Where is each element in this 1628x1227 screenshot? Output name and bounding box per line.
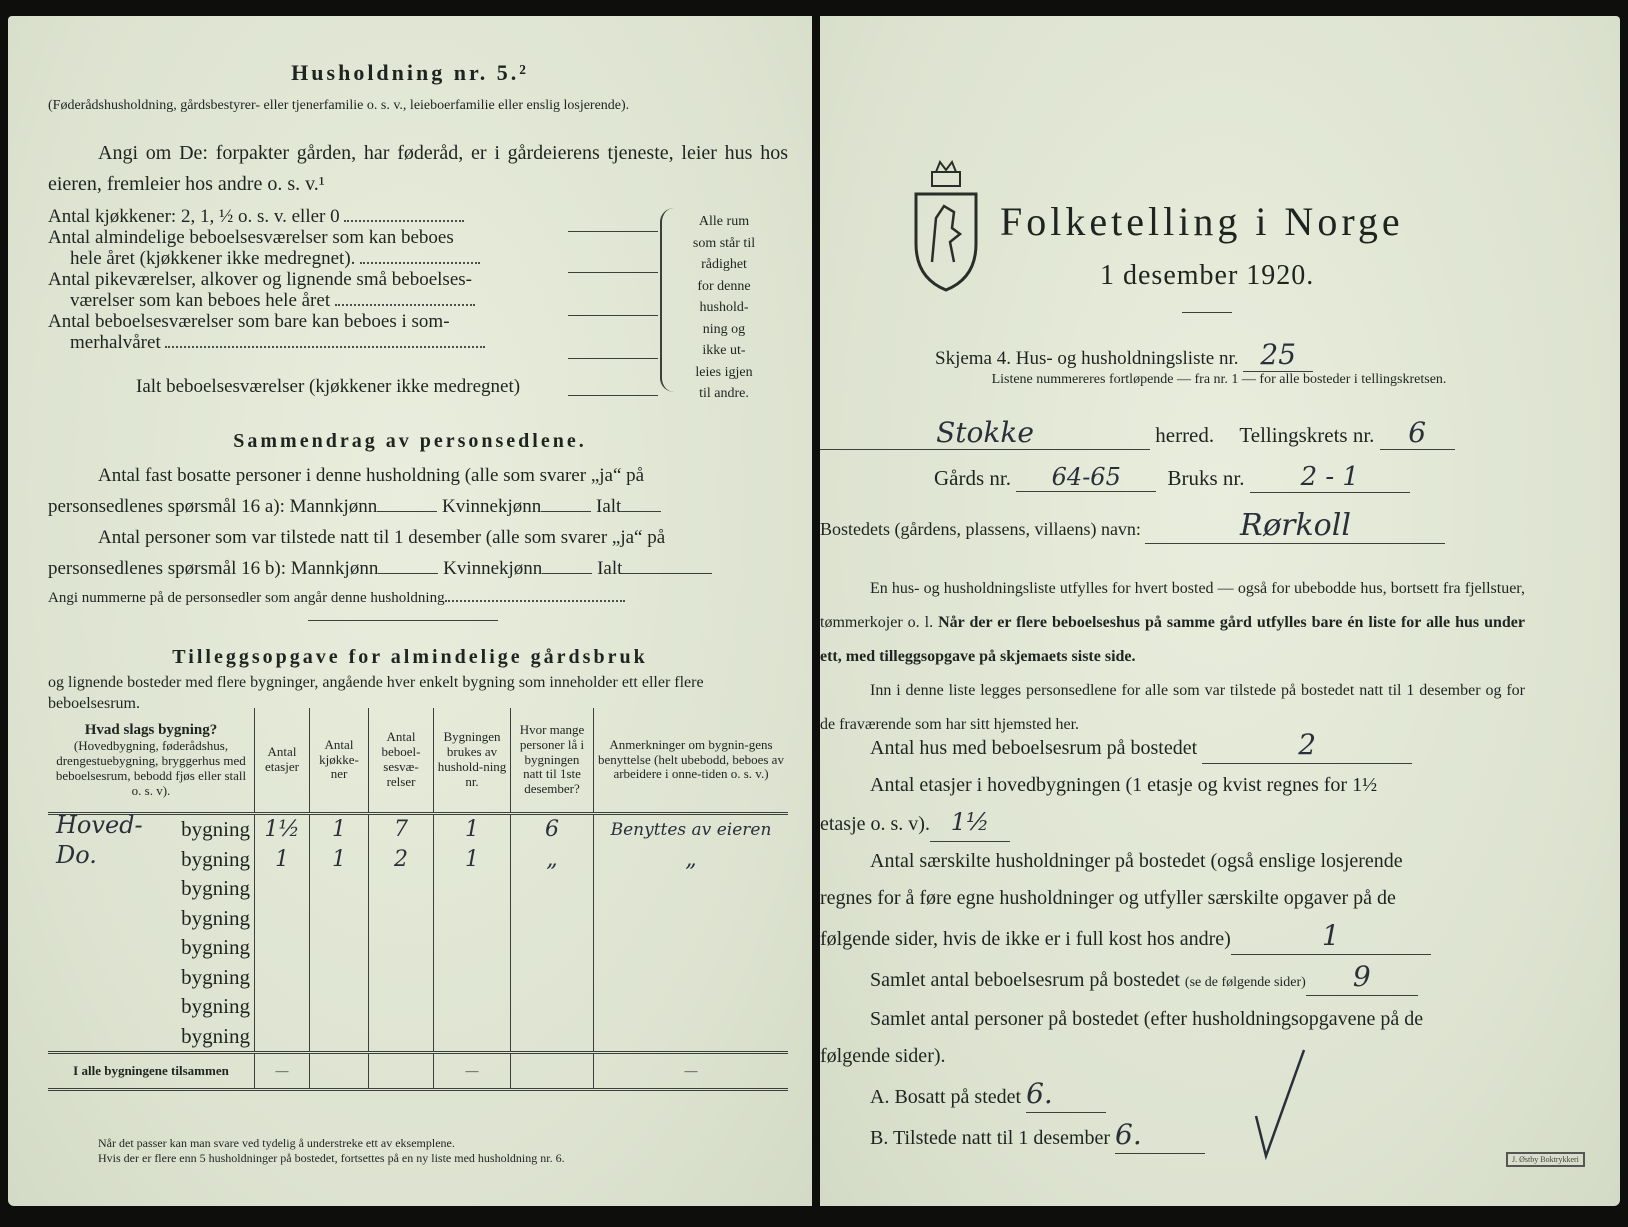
- census-title: Folketelling i Norge: [1000, 199, 1404, 244]
- q-rooms-label: Samlet antal beboelsesrum på bostedet: [870, 969, 1180, 991]
- instr1: En hus- og husholdningsliste utfylles for hvert bosted — også for ubebodde hus, bortsett fra fjellstuer, tømmerkojer o. l.: [820, 580, 1525, 631]
- q-households-label-b: regnes for å føre egne husholdninger og utfyller særskilte opgaver på de: [820, 887, 1396, 909]
- krets-value: 6: [1380, 416, 1455, 450]
- row-label: bygning: [181, 817, 250, 842]
- note-line: for denne: [697, 278, 751, 294]
- summary-p1a: Antal fast bosatte personer i denne husholdning (alle som svarer „ja“ på: [98, 465, 645, 486]
- rooms-line4a: Antal beboelsesværelser som bare kan beboes i som-: [48, 311, 450, 332]
- q-floors-value: 1½: [930, 804, 1010, 842]
- gards-value: 64-65: [1016, 463, 1156, 492]
- col-floors: Antal etasjer: [255, 708, 310, 814]
- col-remarks: Anmerkninger om bygnin-gens benyttelse (helt ubebodd, beboes av arbeidere i onne-tiden o. s. v.): [594, 708, 789, 814]
- farm-title: Tilleggsopgave for almindelige gårdsbruk: [172, 646, 648, 668]
- total-cell: —: [434, 1053, 511, 1090]
- row-prefix: Hoved-: [56, 811, 143, 840]
- right-page: [820, 16, 1620, 1206]
- instructions-2: Inn i denne liste legges personsedlene for alle som var tilstede på bostedet natt til 1 desember og for de fraværende som har sitt hjemsted her.: [820, 682, 1525, 733]
- cell-household: 1: [434, 845, 511, 875]
- col-kitchens: Antal kjøkke-ner: [310, 708, 369, 814]
- gards-line: [934, 462, 1410, 493]
- q-houses-value: 2: [1202, 726, 1412, 764]
- kvinne-label: Kvinnekjønn: [442, 496, 542, 517]
- row-label: bygning: [181, 876, 250, 901]
- note-line: til andre.: [699, 386, 749, 401]
- schema-number: 25: [1243, 338, 1313, 372]
- rooms-answer-lines: [568, 212, 658, 394]
- cell-rooms: 2: [369, 845, 434, 875]
- total-cell: [310, 1053, 369, 1090]
- table-row: [48, 845, 788, 875]
- row-label: bygning: [181, 964, 250, 989]
- rooms-side-note: [674, 211, 774, 405]
- q-rooms-value: 9: [1306, 958, 1418, 996]
- rooms-line3b: værelser som kan beboes hele året: [70, 290, 331, 311]
- q-houses-label: Antal hus med beboelsesrum på bostedet: [870, 737, 1198, 759]
- q-resident-label: A. Bosatt på stedet: [870, 1086, 1022, 1108]
- household-title: Husholdning nr. 5.²: [291, 60, 529, 85]
- schema-label: Skjema 4. Hus- og husholdningsliste nr.: [935, 348, 1239, 369]
- table-row: [48, 874, 788, 904]
- col-household: Bygningen brukes av hushold-ning nr.: [434, 708, 511, 814]
- col-building-type: Hvad slags bygning? (Hovedbygning, føderådshus, drengestuebygning, bryggerhus med beboelsesrum, bebodd fjøs eller stall o. s. v).: [55, 721, 247, 798]
- note-line: rådighet: [701, 257, 747, 272]
- nummerne-label: Angi nummerne på de personsedler som angår denne husholdning: [48, 590, 445, 606]
- census-date: 1 desember 1920.: [1100, 260, 1315, 291]
- cell-remarks: Benyttes av eieren: [594, 814, 789, 845]
- q-households-label-c: følgende sider, hvis de ikke er i full kost hos andre): [820, 928, 1231, 950]
- table-row: [48, 992, 788, 1022]
- household-question: Angi om De: forpakter gården, har føderåd, er i gårdeierens tjeneste, leier hus hos eieren, fremleier hos andre o. s. v.¹: [48, 142, 788, 195]
- kvinne-label: Kvinnekjønn: [443, 558, 543, 579]
- table-row: [48, 814, 788, 845]
- table-row: [48, 904, 788, 934]
- row-label: bygning: [181, 935, 250, 960]
- row-label: bygning: [181, 846, 250, 871]
- krets-label: Tellingskrets nr.: [1239, 423, 1375, 447]
- table-total-row: [48, 1053, 788, 1090]
- cell-household: 1: [434, 814, 511, 845]
- q-persons-label: Samlet antal personer på bostedet (efter husholdningsopgavene på de: [870, 1008, 1424, 1030]
- cell-floors: 1½: [255, 814, 310, 845]
- q-persons-label-b: følgende sider).: [820, 1045, 946, 1067]
- rooms-line4b: merhalvåret: [70, 332, 161, 353]
- row-label: bygning: [181, 1023, 250, 1048]
- total-cell: —: [255, 1053, 310, 1090]
- q-rooms-note: (se de følgende sider): [1184, 975, 1306, 990]
- left-page: [8, 16, 812, 1206]
- divider: [308, 620, 498, 621]
- rooms-line3a: Antal pikeværelser, alkover og lignende små beboelses-: [48, 269, 472, 290]
- footnote-2: Hvis der er flere enn 5 husholdninger på bostedet, fortsettes på en ny liste med husholdning nr. 6.: [98, 1151, 565, 1165]
- table-row: [48, 933, 788, 963]
- cell-floors: 1: [255, 845, 310, 875]
- row-prefix: Do.: [56, 840, 97, 869]
- summary-p2a: Antal personer som var tilstede natt til 1 desember (alle som svarer „ja“ på: [98, 527, 666, 548]
- kitchens-label: Antal kjøkkener: 2, 1, ½ o. s. v. eller 0: [48, 206, 340, 227]
- q-resident-value: 6.: [1026, 1075, 1106, 1113]
- bosted-label: Bostedets (gårdens, plassens, villaens) navn:: [820, 519, 1141, 539]
- q-present-label: B. Tilstede natt til 1 desember: [870, 1127, 1110, 1149]
- buildings-table: [48, 708, 788, 1091]
- household-intro: (Føderådshusholdning, gårdsbestyrer- eller tjenerfamilie o. s. v., leieboerfamilie eller enslig losjerende).: [48, 98, 630, 113]
- note-line: leies igjen: [695, 364, 753, 380]
- cell-rooms: 7: [369, 814, 434, 845]
- table-row: [48, 1022, 788, 1053]
- total-cell: —: [594, 1053, 789, 1090]
- coat-of-arms-icon: [908, 158, 984, 294]
- herred-label: herred.: [1155, 423, 1215, 447]
- rooms-line2a: Antal almindelige beboelsesværelser som kan beboes: [48, 227, 454, 248]
- questions-block: [820, 726, 1525, 1157]
- ialt-label: Ialt: [597, 558, 623, 579]
- farm-text: og lignende bosteder med flere bygninger, angående hver enkelt bygning som inneholder ett eller flere beboelsesrum.: [48, 674, 704, 712]
- herred-line: [820, 416, 1455, 450]
- row-label: bygning: [181, 994, 250, 1019]
- summary-p2b: personsedlenes spørsmål 16 b): Mannkjønn: [48, 558, 379, 579]
- rooms-total-label: Ialt beboelsesværelser (kjøkkener ikke medregnet): [136, 376, 521, 397]
- total-cell: [369, 1053, 434, 1090]
- note-line: ning og: [702, 321, 746, 337]
- note-line: ikke ut-: [702, 343, 746, 358]
- gards-label: Gårds nr.: [934, 466, 1011, 490]
- bosted-line: [820, 508, 1445, 544]
- ialt-label: Ialt: [596, 496, 622, 517]
- herred-value: Stokke: [820, 416, 1150, 450]
- instr1b: Når der er flere beboelseshus på samme gård utfylles bare én liste for alle hus under ett, med tilleggsopgave på skjemaets siste side.: [820, 614, 1525, 665]
- nummerne-line: [48, 590, 625, 607]
- summary-title: Sammendrag av personsedlene.: [233, 430, 587, 452]
- cell-persons: „: [511, 845, 594, 875]
- summary-block: [48, 460, 788, 584]
- cell-kitchens: 1: [310, 814, 369, 845]
- row-label: bygning: [181, 905, 250, 930]
- q-floors-label: Antal etasjer i hovedbygningen (1 etasje og kvist regnes for 1½: [870, 774, 1378, 796]
- cell-kitchens: 1: [310, 845, 369, 875]
- total-cell: [511, 1053, 594, 1090]
- schema-line: [935, 338, 1313, 372]
- footnote-1: Når det passer kan man svare ved tydelig å understreke ett av eksemplene.: [98, 1136, 455, 1150]
- summary-p1b: personsedlenes spørsmål 16 a): Mannkjønn: [48, 496, 378, 517]
- q-present-value: 6.: [1115, 1116, 1205, 1154]
- col-rooms: Antal beboel-sesvæ-relser: [369, 708, 434, 814]
- rooms-block: [48, 206, 608, 353]
- note-line: hushold-: [699, 300, 749, 315]
- bruks-label: Bruks nr.: [1167, 466, 1245, 490]
- rooms-line2b: hele året (kjøkkener ikke medregnet).: [70, 248, 356, 269]
- cell-remarks: „: [594, 845, 789, 875]
- q-floors-label-b: etasje o. s. v).: [820, 813, 930, 835]
- note-line: Alle rum: [698, 214, 750, 229]
- total-label: I alle bygningene tilsammen: [48, 1053, 255, 1090]
- rooms-total: [136, 376, 520, 398]
- q-households-value: 1: [1231, 917, 1431, 955]
- printer-stamp: J. Østby Boktrykkeri: [1506, 1152, 1585, 1167]
- footnotes: [98, 1136, 565, 1166]
- q-households-label: Antal særskilte husholdninger på bostedet (også enslige losjerende: [870, 850, 1403, 872]
- numbering-note: Listene nummereres fortløpende — fra nr. 1 — for alle bosteder i tellingskretsen.: [991, 372, 1447, 387]
- table-row: [48, 963, 788, 993]
- title-divider: [1182, 312, 1232, 313]
- bruks-value: 2 - 1: [1250, 462, 1410, 493]
- instructions-1: [820, 572, 1525, 674]
- bosted-value: Rørkoll: [1145, 508, 1445, 544]
- checkmark-icon: [1252, 1046, 1312, 1162]
- col-persons: Hvor mange personer lå i bygningen natt til 1ste desember?: [511, 708, 594, 814]
- cell-persons: 6: [511, 814, 594, 845]
- note-line: som står til: [692, 235, 756, 251]
